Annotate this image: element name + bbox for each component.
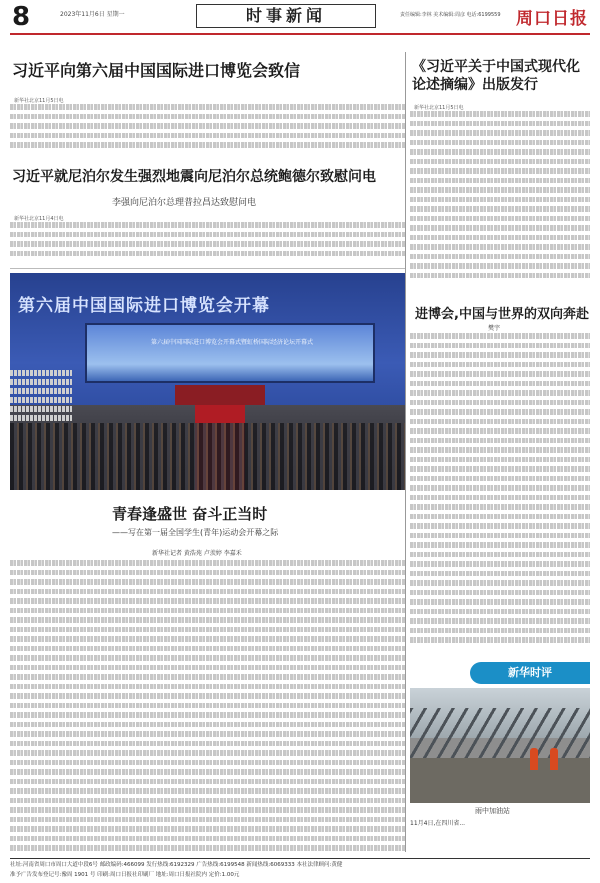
- photo-caption: [10, 370, 72, 480]
- photo-caption: 11月4日,在四川省...: [410, 820, 466, 827]
- stage-screen: [85, 323, 375, 383]
- column-divider: [405, 52, 406, 852]
- photo-worker: [550, 748, 558, 770]
- commentary-body: [410, 333, 590, 658]
- photo-ground: [410, 758, 590, 803]
- right-article-body: [410, 111, 590, 291]
- right-dateline: 新华社北京11月5日电: [414, 105, 464, 111]
- editor-credits: 责任编辑:李林 美术编辑:周彦 电话:6199559: [400, 12, 501, 18]
- page-number: 8: [12, 2, 31, 32]
- issue-date: 2023年11月6日 星期一: [60, 11, 125, 18]
- article3-headline: 青春逢盛世 奋斗正当时: [112, 505, 268, 523]
- gas-station-photo: [410, 688, 590, 803]
- photo-banner-text: 第六届中国国际进口博览会开幕: [18, 296, 270, 316]
- horizontal-rule: [10, 268, 405, 269]
- photo-worker: [530, 748, 538, 770]
- section-title: 时事新闻: [196, 4, 376, 28]
- article3-subheadline: ——写在第一届全国学生(青年)运动会开幕之际: [112, 528, 279, 537]
- commentary-byline: 樊宇: [488, 325, 501, 332]
- photo-title: 雨中加油站: [475, 807, 510, 815]
- commentary-headline: 进博会,中国与世界的双向奔赴: [415, 307, 589, 322]
- xinhua-commentary-logo: 新华时评: [470, 662, 590, 684]
- article2-dateline: 新华社北京11月4日电: [14, 216, 64, 222]
- footer-line-1: 社址:河南省周口市周口大道中段6号 邮政编码:466099 发行热线:6192329 广告热线:6199548 新闻热线:6069333 本社法律顾问:黄健: [10, 862, 343, 868]
- photo-structure: [410, 708, 590, 758]
- page-footer: [10, 858, 590, 880]
- newspaper-logo: 周口日报: [516, 9, 588, 29]
- footer-line-2: 准予广告发布登记号:豫周 1901 号 印刷:周口日报社印刷厂 地址:周口日报社院内 定价:1.00元: [10, 872, 240, 878]
- article1-body: [10, 104, 405, 154]
- page-header: [0, 0, 600, 40]
- article1-headline: 习近平向第六届中国国际进口博览会致信: [12, 61, 301, 80]
- article3-byline: 新华社记者 黄浩苑 卢羡婷 李嘉禾: [152, 550, 242, 557]
- article3-body: [10, 560, 405, 852]
- header-divider: [10, 33, 590, 35]
- article2-headline: 习近平就尼泊尔发生强烈地震向尼泊尔总统鲍德尔致慰问电: [12, 169, 376, 185]
- article2-body: [10, 222, 405, 264]
- podium: [175, 385, 265, 405]
- article1-dateline: 新华社北京11月5日电: [14, 98, 64, 104]
- right-headline: 《习近平关于中国式现代化论述摘编》出版发行: [412, 59, 580, 93]
- article2-subheadline: 李强向尼泊尔总理普拉昌达致慰问电: [112, 198, 257, 208]
- stage-screen-text: 第六届中国国际进口博览会开幕式暨虹桥国际经济论坛开幕式: [150, 339, 313, 346]
